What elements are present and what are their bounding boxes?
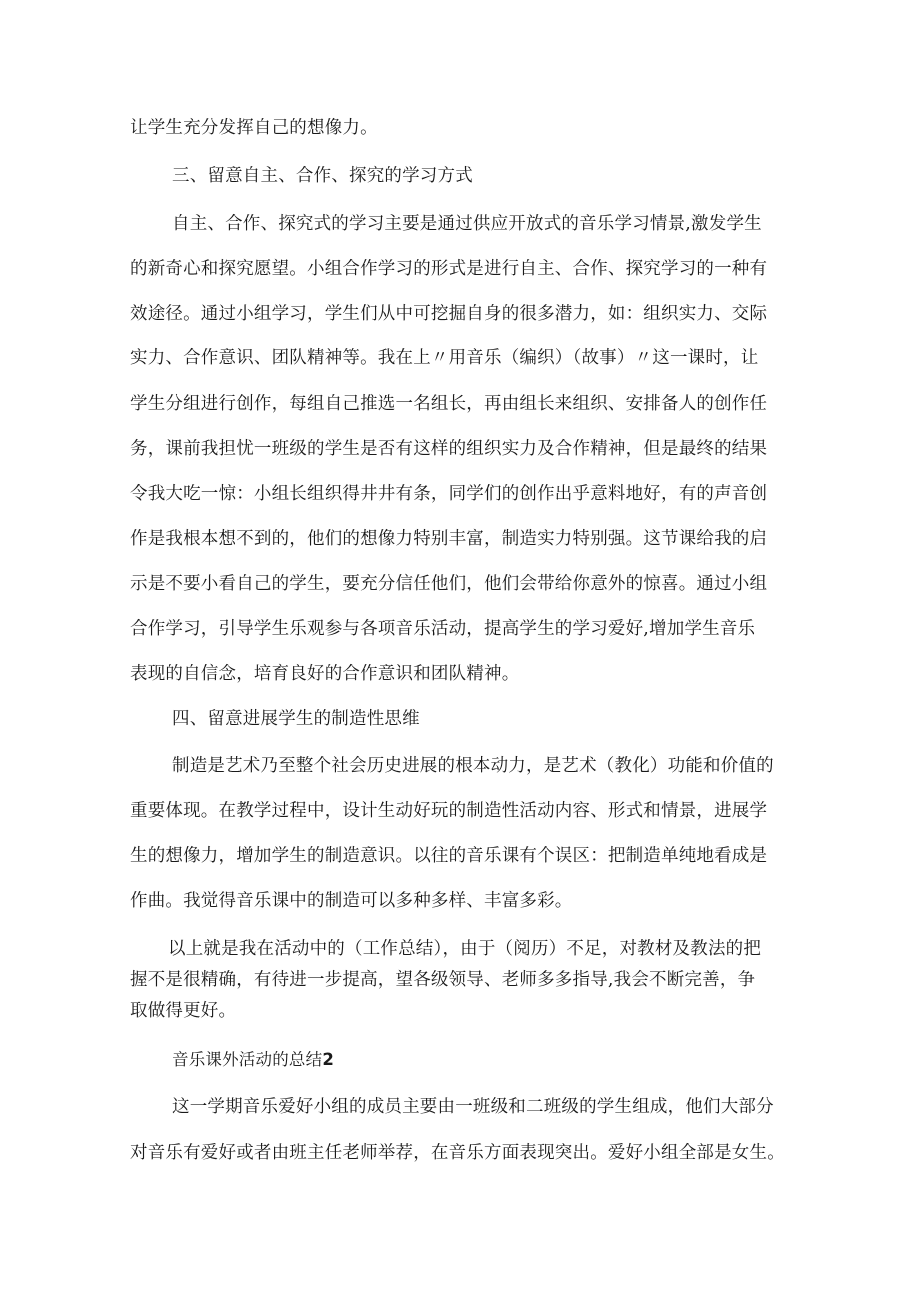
paragraph-line: 作曲。我觉得音乐课中的制造可以多种多样、丰富多彩。	[130, 891, 573, 911]
paragraph-line: 取做得更好。	[130, 1001, 237, 1021]
paragraph-line: 合作学习，引导学生乐观参与各项音乐活动，提高学生的学习爱好,增加学生音乐	[130, 619, 756, 639]
paragraph-line: 以上就是我在活动中的（工作总结），由于（阅历）不足，对教材及教法的把	[168, 939, 762, 959]
paragraph-line: 的新奇心和探究愿望。小组合作学习的形式是进行自主、合作、探究学习的一种有	[130, 259, 768, 279]
section-title	[172, 1046, 334, 1070]
paragraph-line: 示是不要小看自己的学生，要充分信任他们，他们会带给你意外的惊喜。通过小组	[130, 574, 768, 594]
section-heading: 三、留意自主、合作、探究的学习方式	[172, 166, 473, 186]
paragraph-line: 握不是很精确，有待进一步提高，望各级领导、老师多多指导,我会不断完善，争	[130, 970, 756, 990]
paragraph-line: 实力、合作意识、团队精神等。我在上〃用音乐（编织）（故事）〃这一课时，让	[130, 348, 759, 368]
paragraph-line: 表现的自信念，培育良好的合作意识和团队精神。	[130, 664, 520, 684]
paragraph-line: 自主、合作、探究式的学习主要是通过供应开放式的音乐学习情景,激发学生	[172, 214, 762, 234]
paragraph-line: 效途径。通过小组学习，学生们从中可挖掘自身的很多潜力，如：组织实力、交际	[130, 304, 768, 324]
section-heading: 四、留意进展学生的制造性思维	[172, 709, 420, 729]
paragraph-line: 对音乐有爱好或者由班主任老师举荐，在音乐方面表现突出。爱好小组全部是女生。	[130, 1143, 785, 1163]
paragraph-line: 制造是艺术乃至整个社会历史进展的根本动力，是艺术（教化）功能和价值的	[172, 756, 774, 776]
paragraph-line: 作是我根本想不到的，他们的想像力特别丰富，制造实力特别强。这节课给我的启	[130, 529, 768, 549]
paragraph-line: 务，课前我担忧一班级的学生是否有这样的组织实力及合作精神，但是最终的结果	[130, 439, 768, 459]
paragraph-line: 令我大吃一惊：小组长组织得井井有条，同学们的创作出乎意料地好，有的声音创	[130, 484, 768, 504]
paragraph-line: 重要体现。在教学过程中，设计生动好玩的制造性活动内容、形式和情景，进展学	[130, 801, 768, 821]
paragraph-line: 学生分组进行创作，每组自己推选一名组长，再由组长来组织、安排备人的创作任	[130, 394, 768, 414]
section-title-text: 音乐课外活动的总结	[172, 1050, 323, 1069]
paragraph-line: 生的想像力，增加学生的制造意识。以往的音乐课有个误区：把制造单纯地看成是	[130, 846, 768, 866]
section-title-number: 2	[322, 1050, 334, 1069]
paragraph-line: 让学生充分发挥自己的想像力。	[130, 118, 378, 138]
paragraph-line: 这一学期音乐爱好小组的成员主要由一班级和二班级的学生组成，他们大部分	[172, 1097, 774, 1117]
